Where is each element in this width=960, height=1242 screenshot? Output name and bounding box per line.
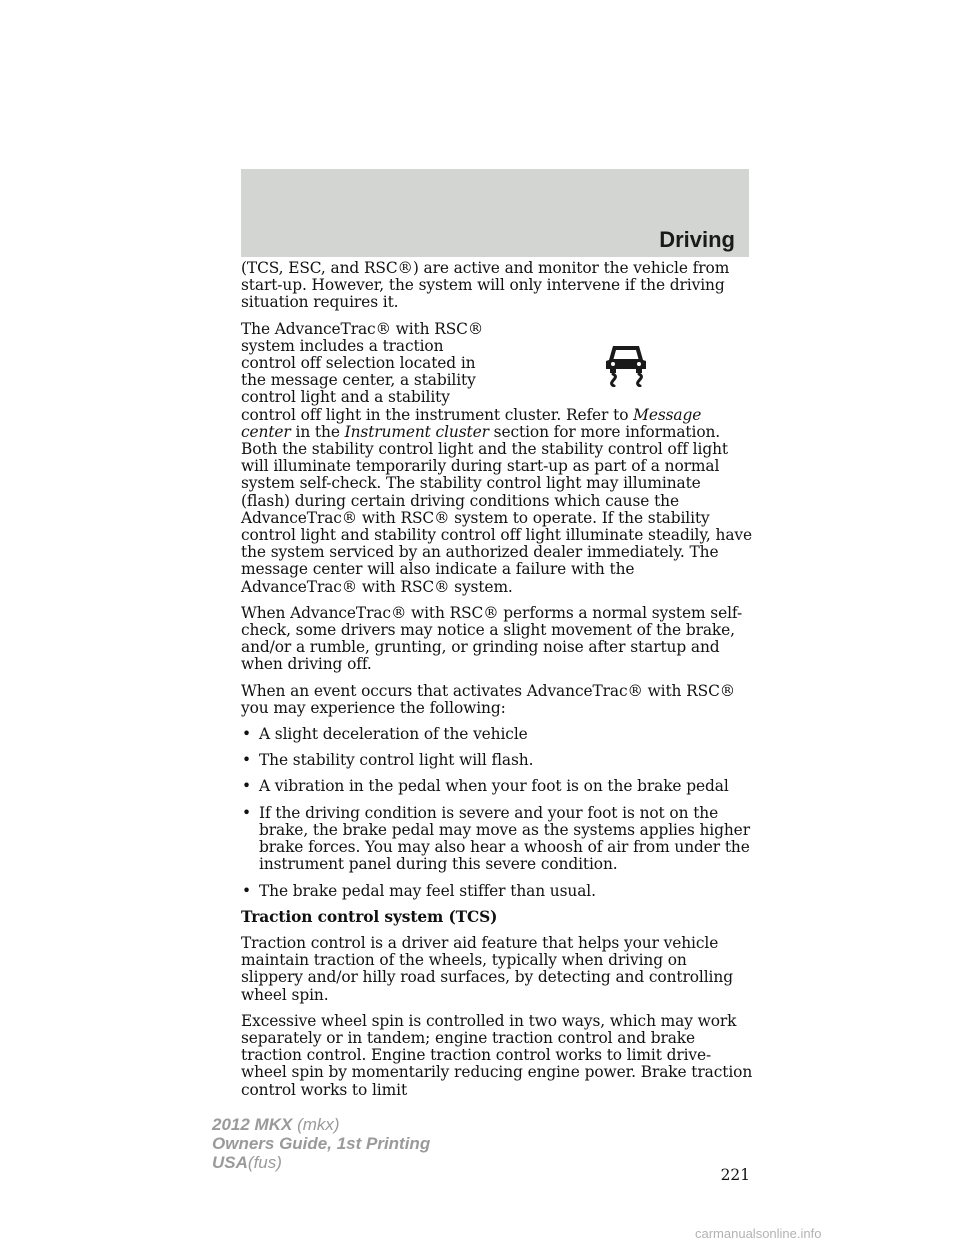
tcs-heading: Traction control system (TCS) — [241, 907, 498, 926]
paragraph-tcs-detail: Excessive wheel spin is controlled in two ways, which may work separately or in tandem; engine traction control and brake traction control. Engine traction control works to limit drive-wheel spin by momentarily reducing engine power. Brake traction control works to limit — [241, 1011, 753, 1099]
list-item — [241, 778, 753, 795]
footer-model: 2012 MKX — [212, 1115, 293, 1134]
list-item-text: The brake pedal may feel stiffer than usual. — [259, 881, 596, 900]
text-span: in the — [290, 422, 345, 441]
advancetrac-block — [241, 321, 753, 596]
bullet-dot: • — [242, 881, 251, 900]
bullet-dot: • — [242, 777, 251, 796]
footer-line-market — [212, 1153, 430, 1172]
paragraph-event: When an event occurs that activates AdvanceTrac® with RSC® you may experience the following: — [241, 681, 736, 717]
section-title: Driving — [659, 227, 735, 252]
ref-instrument-cluster: Instrument cluster — [344, 422, 489, 441]
list-item — [241, 883, 753, 900]
watermark: carmanualsonline.info — [695, 1226, 822, 1241]
page-content — [241, 260, 753, 1108]
bullet-dot: • — [242, 751, 251, 770]
list-item — [241, 752, 753, 769]
page-number: 221 — [720, 1166, 750, 1184]
bullet-dot: • — [242, 803, 251, 822]
list-item-text: A vibration in the pedal when your foot is on the brake pedal — [259, 777, 729, 796]
ref-message-center: Message center — [241, 405, 702, 441]
list-item — [241, 805, 753, 874]
footer-line-model — [212, 1115, 430, 1134]
footer-line-edition: Owners Guide, 1st Printing — [212, 1134, 431, 1153]
text-span: The AdvanceTrac® with RSC® system includes a traction control off selection located in the message center, a stability control light and a stability control off light in the instrument cluster. Refer to — [241, 319, 634, 424]
text-span: section for more information. Both the stability control light and the stability control off light will illuminate temporarily during start-up as part of a normal system self-check. The stability control light may illuminate (flash) during certain driving conditions which cause the AdvanceTrac® with RSC® system to operate. If the stability control light and stability control off light illuminate steadily, have the system serviced by an authorized dealer immediately. The message center will also indicate a failure with the AdvanceTrac® with RSC® system. — [241, 422, 753, 596]
footer-market: USA — [212, 1153, 248, 1172]
document-footer — [212, 1115, 430, 1172]
paragraph-intro: (TCS, ESC, and RSC®) are active and monitor the vehicle from start-up. However, the system will only intervene if the driving situation requires it. — [241, 259, 730, 312]
paragraph-tcs-intro: Traction control is a driver aid feature that helps your vehicle maintain traction of the wheels, typically when driving on slippery and/or hilly road surfaces, by detecting and controlling wheel spin. — [241, 933, 733, 1004]
paragraph-advancetrac — [241, 321, 753, 596]
list-item-text: If the driving condition is severe and your foot is not on the brake, the brake pedal may move as the systems applies higher brake forces. You may also hear a whoosh of air from under the instrument panel during this severe condition. — [259, 803, 750, 874]
paragraph-self-check: When AdvanceTrac® with RSC® performs a normal system self-check, some drivers may notice a slight movement of the brake, and/or a rumble, grunting, or grinding noise after startup and when driving off. — [241, 603, 743, 674]
section-header-band — [241, 169, 749, 257]
footer-market-code: (fus) — [247, 1153, 282, 1172]
stability-control-icon — [601, 342, 651, 387]
effects-list — [241, 726, 753, 900]
list-item-text: The stability control light will flash. — [259, 751, 534, 770]
bullet-dot: • — [242, 725, 251, 744]
footer-model-code: (mkx) — [297, 1115, 340, 1134]
list-item — [241, 726, 753, 743]
list-item-text: A slight deceleration of the vehicle — [259, 725, 528, 744]
